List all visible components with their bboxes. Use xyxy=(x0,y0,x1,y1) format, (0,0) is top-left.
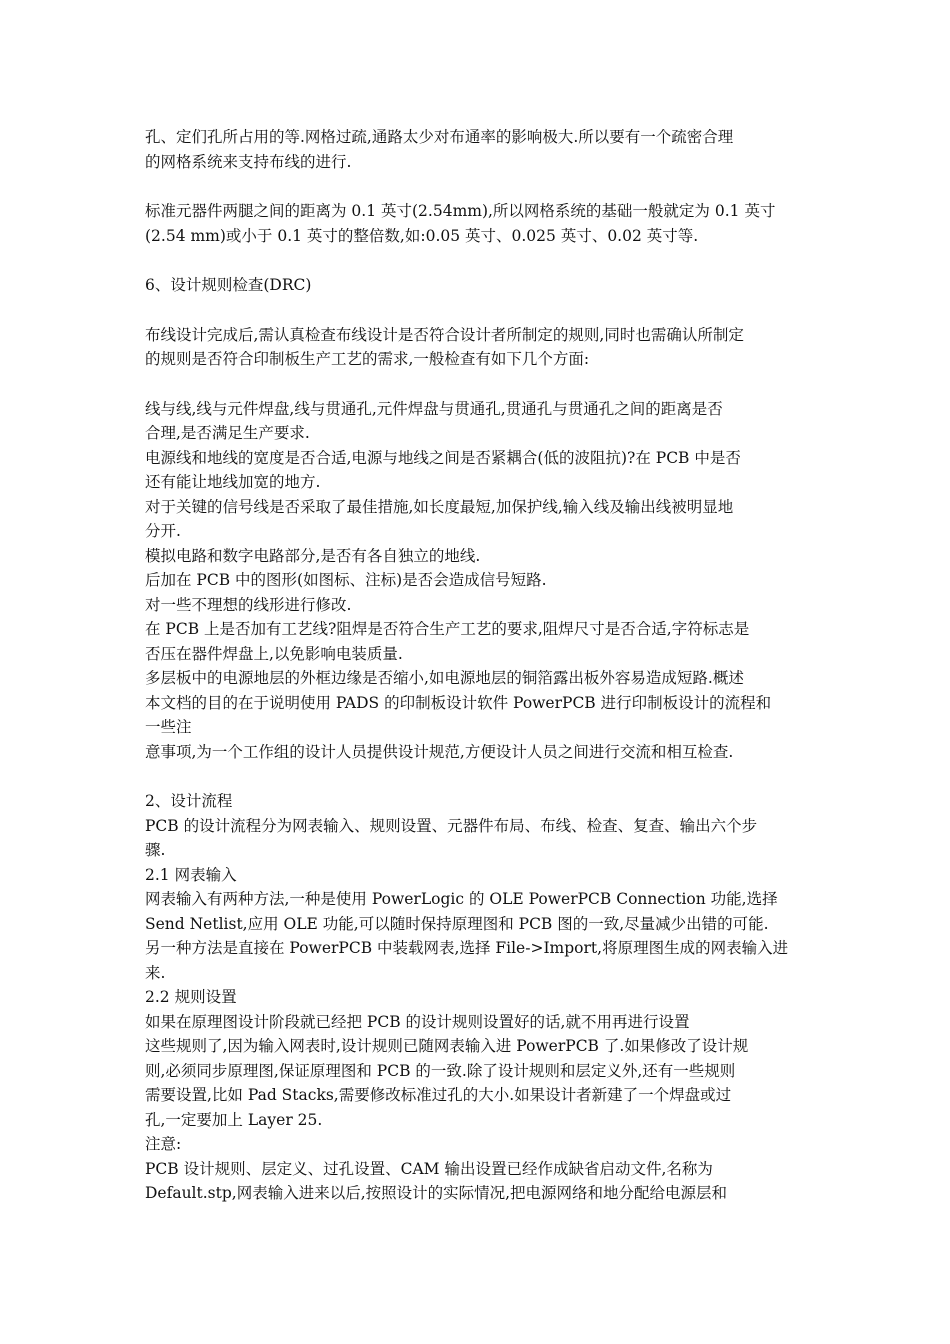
text-line: 在 PCB 上是否加有工艺线?阻焊是否符合生产工艺的要求,阻焊尺寸是否合适,字符标志是 xyxy=(145,620,750,638)
text-line: 标准元器件两腿之间的距离为 0.1 英寸(2.54mm),所以网格系统的基础一般就定为 0.1 英寸 xyxy=(145,202,776,220)
text-line: 后加在 PCB 中的图形(如图标、注标)是否会造成信号短路. xyxy=(145,571,547,589)
text-line: 电源线和地线的宽度是否合适,电源与地线之间是否紧耦合(低的波阻抗)?在 PCB 中是否 xyxy=(145,448,741,467)
text-line: 布线设计完成后,需认真检查布线设计是否符合设计者所制定的规则,同时也需确认所制定 xyxy=(145,325,744,344)
document-body xyxy=(145,125,825,1206)
text-line: 否压在器件焊盘上,以免影响电装质量. xyxy=(145,644,403,663)
text-line: PCB 设计规则、层定义、过孔设置、CAM 输出设置已经作成缺省启动文件,名称为 xyxy=(145,1159,713,1178)
text-line: PCB 的设计流程分为网表输入、规则设置、元器件布局、布线、检查、复查、输出六个步 xyxy=(145,816,758,835)
text-line: 的规则是否符合印制板生产工艺的需求,一般检查有如下几个方面: xyxy=(145,350,590,368)
text-line: 则,必须同步原理图,保证原理图和 PCB 的一致.除了设计规则和层定义外,还有一些规则 xyxy=(145,1061,736,1080)
text-line: 来. xyxy=(145,963,166,982)
text-line: 如果在原理图设计阶段就已经把 PCB 的设计规则设置好的话,就不用再进行设置 xyxy=(145,1012,690,1031)
text-line: 2.1 网表输入 xyxy=(145,865,237,884)
text-line: 意事项,为一个工作组的设计人员提供设计规范,方便设计人员之间进行交流和相互检查. xyxy=(145,742,734,761)
text-line: 6、设计规则检查(DRC) xyxy=(145,276,312,294)
paragraph-gap xyxy=(145,248,825,273)
text-line: 骤. xyxy=(145,841,166,859)
text-line: 2.2 规则设置 xyxy=(145,988,237,1006)
text-line: 本文档的目的在于说明使用 PADS 的印制板设计软件 PowerPCB 进行印制板设计的流程和 xyxy=(145,693,772,712)
text-line: 合理,是否满足生产要求. xyxy=(145,424,310,442)
text-line: Default.stp,网表输入进来以后,按照设计的实际情况,把电源网络和地分配给电源层和 xyxy=(145,1184,728,1202)
paragraph-gap xyxy=(145,298,825,323)
text-line: Send Netlist,应用 OLE 功能,可以随时保持原理图和 PCB 图的一致,尽量减少出错的可能. xyxy=(145,914,769,933)
text-line: 分开. xyxy=(145,522,181,540)
text-line: 这些规则了,因为输入网表时,设计规则已随网表输入进 PowerPCB 了.如果修改了设计规 xyxy=(145,1037,749,1055)
paragraph-gap xyxy=(145,764,825,789)
text-line: 一些注 xyxy=(145,718,192,736)
text-line: 网表输入有两种方法,一种是使用 PowerLogic 的 OLE PowerPCB Connection 功能,选择 xyxy=(145,890,778,908)
text-line: 孔,一定要加上 Layer 25. xyxy=(145,1110,323,1129)
text-line: 注意: xyxy=(145,1135,182,1153)
text-line: 2、设计流程 xyxy=(145,792,233,810)
text-line: 需要设置,比如 Pad Stacks,需要修改标准过孔的大小.如果设计者新建了一个焊盘或过 xyxy=(145,1086,732,1104)
paragraph-gap xyxy=(145,174,825,199)
text-line: 对一些不理想的线形进行修改. xyxy=(145,595,352,614)
text-line: 另一种方法是直接在 PowerPCB 中装载网表,选择 File->Import,将原理图生成的网表输入进 xyxy=(145,939,789,957)
text-line: 多层板中的电源地层的外框边缘是否缩小,如电源地层的铜箔露出板外容易造成短路.概述 xyxy=(145,669,744,687)
text-line: (2.54 mm)或小于 0.1 英寸的整倍数,如:0.05 英寸、0.025 英寸、0.02 英寸等. xyxy=(145,226,699,245)
text-line: 线与线,线与元件焊盘,线与贯通孔,元件焊盘与贯通孔,贯通孔与贯通孔之间的距离是否 xyxy=(145,399,723,418)
paragraph-gap xyxy=(145,372,825,397)
text-line: 还有能让地线加宽的地方. xyxy=(145,473,321,491)
text-line: 孔、定们孔所占用的等.网格过疏,通路太少对布通率的影响极大.所以要有一个疏密合理 xyxy=(145,128,734,146)
text-line: 的网格系统来支持布线的进行. xyxy=(145,152,352,171)
text-line: 模拟电路和数字电路部分,是否有各自独立的地线. xyxy=(145,546,481,565)
text-line: 对于关键的信号线是否采取了最佳措施,如长度最短,加保护线,输入线及输出线被明显地 xyxy=(145,497,734,516)
